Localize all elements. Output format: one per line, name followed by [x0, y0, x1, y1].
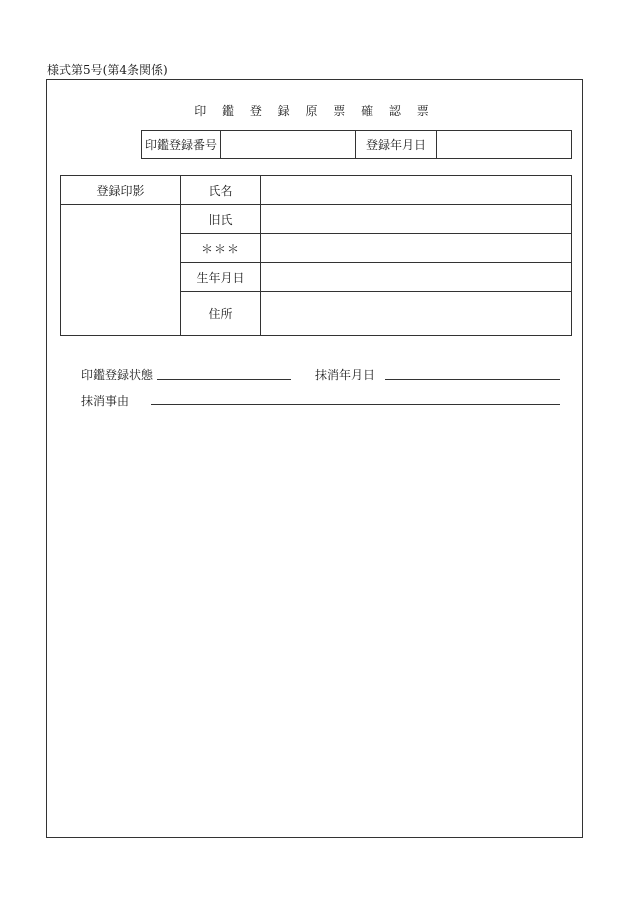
registration-number-field[interactable] — [221, 131, 356, 159]
registration-state-label: 印鑑登録状態 — [81, 368, 154, 382]
registration-number-label: 印鑑登録番号 — [142, 131, 221, 159]
document-frame — [46, 79, 583, 838]
redacted-field[interactable] — [261, 234, 572, 263]
seal-impression-header: 登録印影 — [61, 176, 181, 205]
document-title: 印 鑑 登 録 原 票 確 認 票 — [194, 104, 435, 118]
registration-date-field[interactable] — [437, 131, 572, 159]
birth-date-field[interactable] — [261, 263, 572, 292]
address-label: 住所 — [181, 292, 261, 336]
registration-date-label: 登録年月日 — [356, 131, 437, 159]
cancel-reason-label: 抹消事由 — [81, 394, 130, 408]
former-surname-label: 旧氏 — [181, 205, 261, 234]
address-field[interactable] — [261, 292, 572, 336]
name-label: 氏名 — [181, 176, 261, 205]
cancel-date-line[interactable] — [385, 379, 560, 380]
birth-date-label: 生年月日 — [181, 263, 261, 292]
seal-info-table — [60, 175, 572, 336]
seal-impression-box — [61, 205, 181, 336]
registration-table — [141, 130, 572, 159]
form-number-label: 様式第5号(第4条関係) — [47, 63, 168, 77]
redacted-label: ＊＊＊ — [181, 234, 261, 263]
registration-state-line[interactable] — [157, 379, 291, 380]
cancel-date-label: 抹消年月日 — [315, 368, 376, 382]
name-field[interactable] — [261, 176, 572, 205]
former-surname-field[interactable] — [261, 205, 572, 234]
cancel-reason-line[interactable] — [151, 404, 560, 405]
